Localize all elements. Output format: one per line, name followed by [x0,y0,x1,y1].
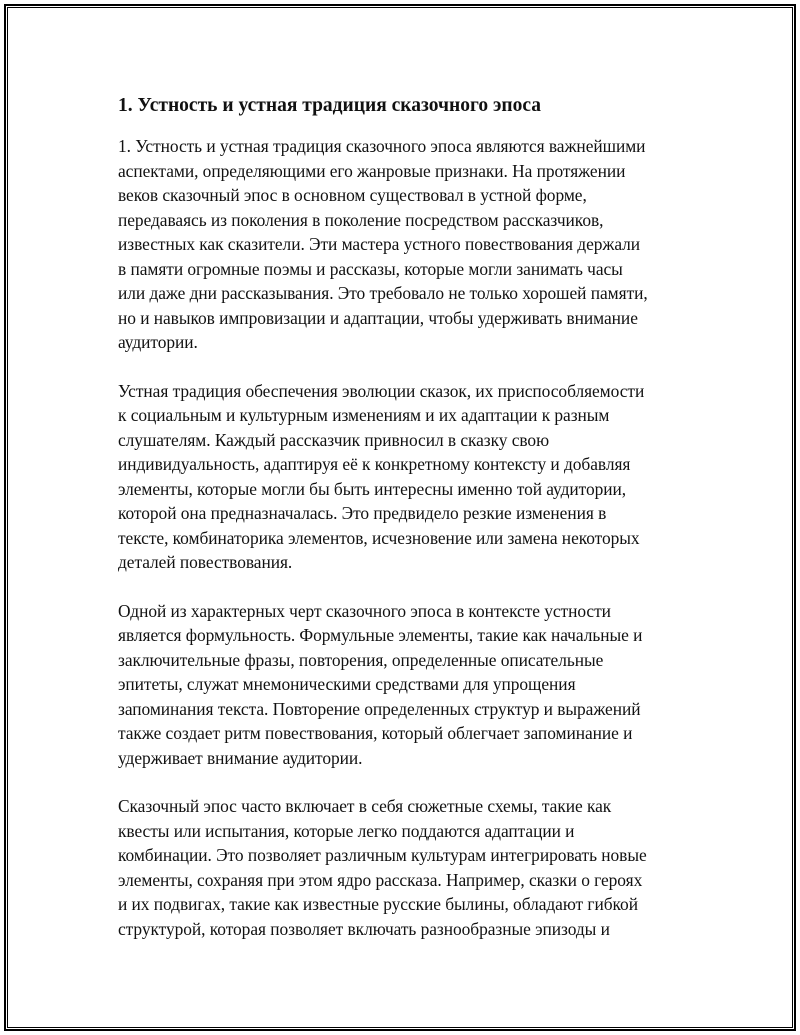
text-line: аспектами, определяющими его жанровые признаки. На протяжении [118,160,626,181]
text-line: передаваясь из поколения в поколение посредством рассказчиков, [118,209,604,230]
text-line: известных как сказители. Эти мастера устного повествования держали [118,234,641,254]
paragraph-4 [118,794,698,941]
text-line: запоминания текста. Повторение определенных структур и выражений [118,698,641,719]
text-line: заключительные фразы, повторения, определенные описательные [118,649,604,670]
text-line: удерживает внимание аудитории. [118,747,363,768]
document-body [118,92,698,941]
text-line: и их подвигах, такие как известные русские былины, обладают гибкой [118,894,638,914]
text-line: Устная традиция обеспечения эволюции сказок, их приспособляемости [118,380,645,401]
text-line: структурой, которая позволяет включать разнообразные эпизоды и [118,918,610,939]
section-heading: 1. Устность и устная традиция сказочного эпоса [118,95,542,116]
text-line: эпитеты, служат мнемоническими средствами для упрощения [118,674,576,694]
text-line: является формульность. Формульные элементы, такие как начальные и [118,625,643,645]
text-line: комбинации. Это позволяет различным культурам интегрировать новые [118,845,647,865]
text-line: Одной из характерных черт сказочного эпоса в контексте устности [118,600,611,621]
text-line: также создает ритм повествования, который облегчает запоминание и [118,723,633,743]
text-line: которой она предназначалась. Это предвидело резкие изменения в [118,503,607,523]
paragraph-2 [118,379,698,575]
text-line: тексте, комбинаторика элементов, исчезновение или замена некоторых [118,527,640,548]
text-line: элементы, сохраняя при этом ядро рассказа. Например, сказки о героях [118,869,643,890]
paragraph-3 [118,599,698,771]
paragraph-1 [118,134,698,355]
text-line: но и навыков импровизации и адаптации, чтобы удерживать внимание [118,307,638,328]
text-line: к социальным и культурным изменениям и их адаптации к разным [118,405,610,425]
text-line: Сказочный эпос часто включает в себя сюжетные схемы, такие как [118,796,612,816]
text-line: элементы, которые могли бы быть интересны именно той аудитории, [118,478,627,499]
text-line: слушателям. Каждый рассказчик привносил в сказку свою [118,429,550,450]
text-line: квесты или испытания, которые легко поддаются адаптации и [118,820,575,841]
text-line: деталей повествования. [118,552,293,572]
text-line: в памяти огромные поэмы и рассказы, которые могли занимать часы [118,258,623,279]
text-line: веков сказочный эпос в основном существовал в устной форме, [118,185,587,205]
text-line: или даже дни рассказывания. Это требовало не только хорошей памяти, [118,283,648,303]
text-line: индивидуальность, адаптируя её к конкретному контексту и добавляя [118,454,631,474]
text-line: 1. Устность и устная традиция сказочного эпоса являются важнейшими [118,136,646,156]
text-line: аудитории. [118,332,198,352]
